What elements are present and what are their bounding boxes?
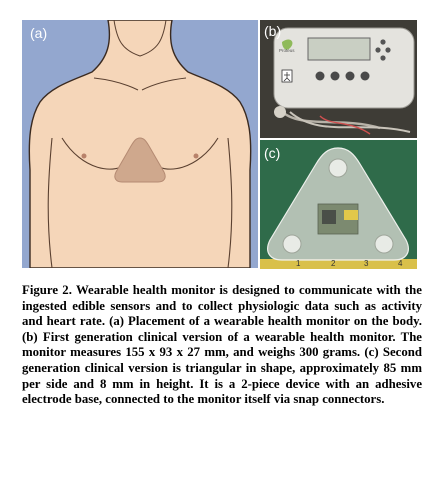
figure-caption — [22, 283, 422, 408]
snap-connector-top — [329, 159, 347, 177]
second-generation-monitor-photo — [260, 140, 417, 269]
right-nipple — [194, 154, 199, 159]
panel-b-first-generation-monitor — [260, 20, 417, 138]
device-brand-text: Proteus — [279, 48, 295, 53]
ruler-number-1: 1 — [296, 259, 301, 268]
caption-text: Wearable health monitor is designed to communicate with the ingested edible sensors and to collect physiologic data such as activity and heart rate. (a) Placement of a wearable health monitor on the body. (b) First generation clinical version of a wearable health monitor. The monitor measures 155 x 93 x 27 mm, and weighs 300 grams. (c) Second generation clinical version is triangular in shape, approximately 85 mm per side and 8 mm in height. It is a 2-piece device with an adhesive electrode base, connected to the monitor itself via snap connectors. — [22, 283, 422, 407]
torso-illustration — [22, 20, 258, 268]
electrode-connector — [274, 106, 286, 118]
panel-c-second-generation-monitor — [260, 140, 417, 269]
nav-button-right — [385, 47, 390, 52]
ruler-number-3: 3 — [364, 259, 369, 268]
nav-button-left — [375, 47, 380, 52]
nav-button-down — [380, 55, 385, 60]
panel-a-label: (a) — [30, 25, 48, 41]
panel-b-label: (b) — [264, 23, 282, 39]
caption-label: Figure 2. — [22, 283, 72, 297]
panel-c-label: (c) — [264, 145, 281, 161]
ruler-number-4: 4 — [398, 259, 403, 268]
device-button-3 — [346, 72, 355, 81]
first-generation-monitor-photo — [260, 20, 417, 138]
snap-connector-right — [375, 235, 393, 253]
panel-a-body-illustration — [22, 20, 258, 268]
left-nipple — [82, 154, 87, 159]
chip — [322, 210, 336, 224]
monitor-screen — [308, 38, 370, 60]
ruler-number-2: 2 — [331, 259, 336, 268]
snap-connector-left — [283, 235, 301, 253]
nav-button-up — [380, 39, 385, 44]
device-button-4 — [361, 72, 370, 81]
device-button-1 — [316, 72, 325, 81]
battery — [344, 210, 358, 220]
device-button-2 — [331, 72, 340, 81]
